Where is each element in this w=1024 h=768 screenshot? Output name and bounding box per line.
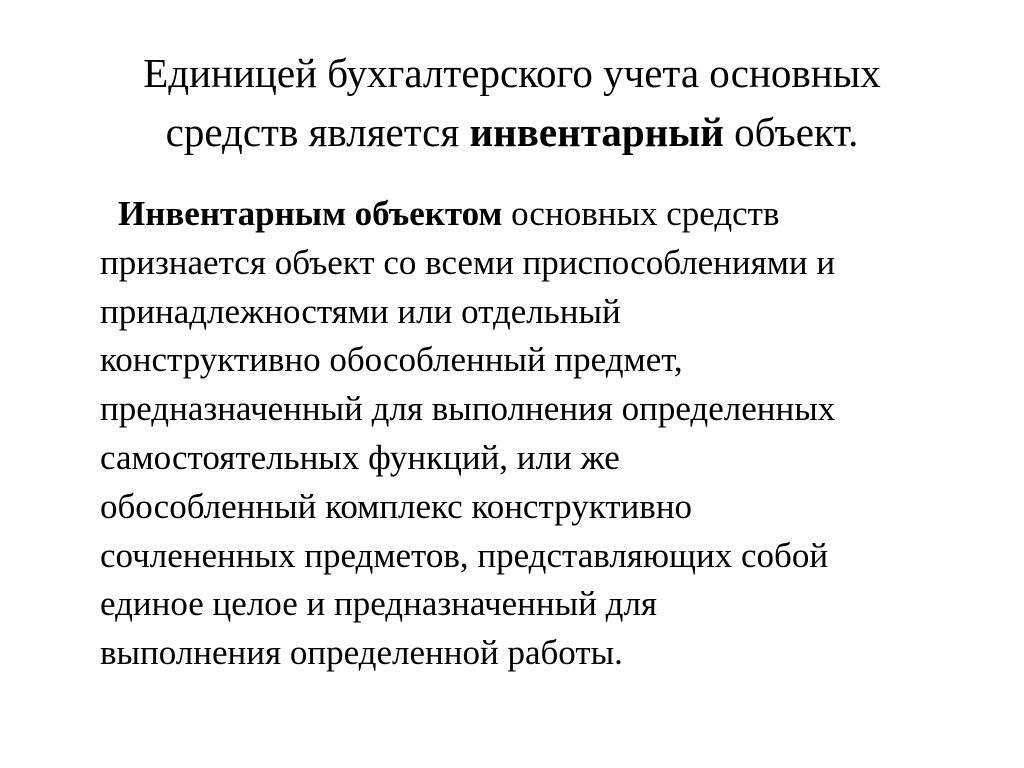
body-line-4: конструктивно обособленный предмет, bbox=[100, 340, 683, 380]
body-line-8: сочлененных предметов, представляющих собой bbox=[100, 535, 829, 575]
body-line-9: единое целое и предназначенный для bbox=[100, 584, 658, 624]
title-emphasis: инвентарный bbox=[469, 109, 724, 155]
body-line-5: предназначенный для выполнения определенных bbox=[100, 389, 836, 429]
title-line-1: Единицей бухгалтерского учета основных bbox=[143, 50, 881, 96]
title-line-2 bbox=[60, 103, 964, 162]
slide-title bbox=[60, 44, 964, 162]
body-line-10: выполнения определенной работы. bbox=[100, 633, 623, 673]
body-line-1 bbox=[100, 190, 1000, 239]
definition-paragraph bbox=[100, 190, 1000, 678]
defined-term: Инвентарным объектом bbox=[118, 194, 503, 233]
body-line-3: принадлежностями или отдельный bbox=[100, 291, 621, 331]
body-text: основных средств bbox=[502, 194, 780, 233]
body-line-7: обособленный комплекс конструктивно bbox=[100, 486, 693, 526]
body-line-2: признается объект со всеми приспособлениями и bbox=[100, 242, 836, 282]
title-text-end: объект. bbox=[723, 109, 859, 155]
title-text: средств является bbox=[165, 109, 470, 155]
body-line-6: самостоятельных функций, или же bbox=[100, 437, 620, 477]
